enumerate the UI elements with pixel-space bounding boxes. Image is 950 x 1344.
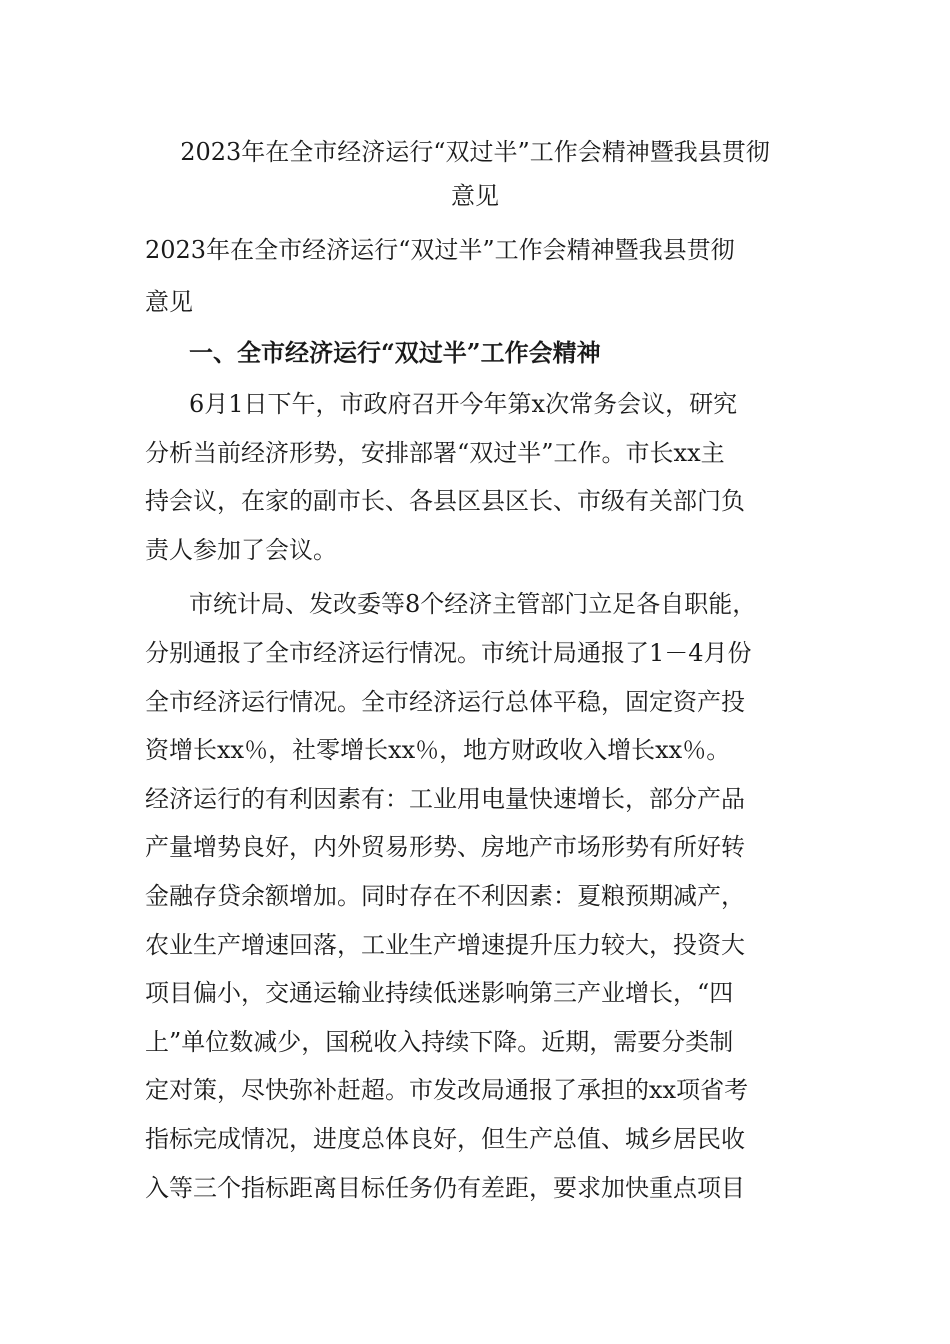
paragraph-2-line: 市统计局、发改委等8个经济主管部门立足各自职能， xyxy=(189,590,757,619)
paragraph-2-line: 农业生产增速回落，工业生产增速提升压力较大，投资大 xyxy=(145,930,745,959)
paragraph-1-line: 分析当前经济形势，安排部署“双过半”工作。市长xx主 xyxy=(145,438,725,467)
paragraph-2-line: 经济运行的有利因素有：工业用电量快速增长，部分产品 xyxy=(145,784,745,813)
subtitle-line-1: 2023年在全市经济运行“双过半”工作会精神暨我县贯彻 xyxy=(145,236,735,264)
document-subtitle xyxy=(145,224,805,328)
title-line-2: 意见 xyxy=(451,182,499,210)
document-title xyxy=(145,130,805,218)
paragraph-2-line: 全市经济运行情况。全市经济运行总体平稳，固定资产投 xyxy=(145,687,745,716)
paragraph-2-line: 定对策，尽快弥补赶超。市发改局通报了承担的xx项省考 xyxy=(145,1076,749,1105)
section-heading: 一、全市经济运行“双过半”工作会精神 xyxy=(189,338,601,367)
title-line-1: 2023年在全市经济运行“双过半”工作会精神暨我县贯彻 xyxy=(180,138,770,166)
subtitle-line-2: 意见 xyxy=(145,288,193,316)
paragraph-2-line: 产量增势良好，内外贸易形势、房地产市场形势有所好转 xyxy=(145,833,745,862)
paragraph-1-line: 6月1日下午，市政府召开今年第x次常务会议，研究 xyxy=(189,390,738,418)
paragraph-1-line: 责人参加了会议。 xyxy=(145,535,337,564)
paragraph-1 xyxy=(145,380,805,574)
paragraph-2 xyxy=(145,580,805,1212)
paragraph-2-line: 资增长xx％，社零增长xx％，地方财政收入增长xx％。 xyxy=(145,736,731,765)
paragraph-2-line: 金融存贷余额增加。同时存在不利因素：夏粮预期减产， xyxy=(145,881,745,910)
paragraph-2-line: 指标完成情况，进度总体良好，但生产总值、城乡居民收 xyxy=(145,1124,745,1153)
paragraph-2-line: 入等三个指标距离目标任务仍有差距，要求加快重点项目 xyxy=(145,1173,745,1202)
paragraph-2-line: 分别通报了全市经济运行情况。市统计局通报了1－4月份 xyxy=(145,638,752,667)
paragraph-2-line: 项目偏小，交通运输业持续低迷影响第三产业增长，“四 xyxy=(145,979,734,1008)
paragraph-1-line: 持会议，在家的副市长、各县区县区长、市级有关部门负 xyxy=(145,487,745,516)
paragraph-2-line: 上”单位数减少，国税收入持续下降。近期，需要分类制 xyxy=(145,1027,734,1056)
document-page xyxy=(145,130,805,1212)
